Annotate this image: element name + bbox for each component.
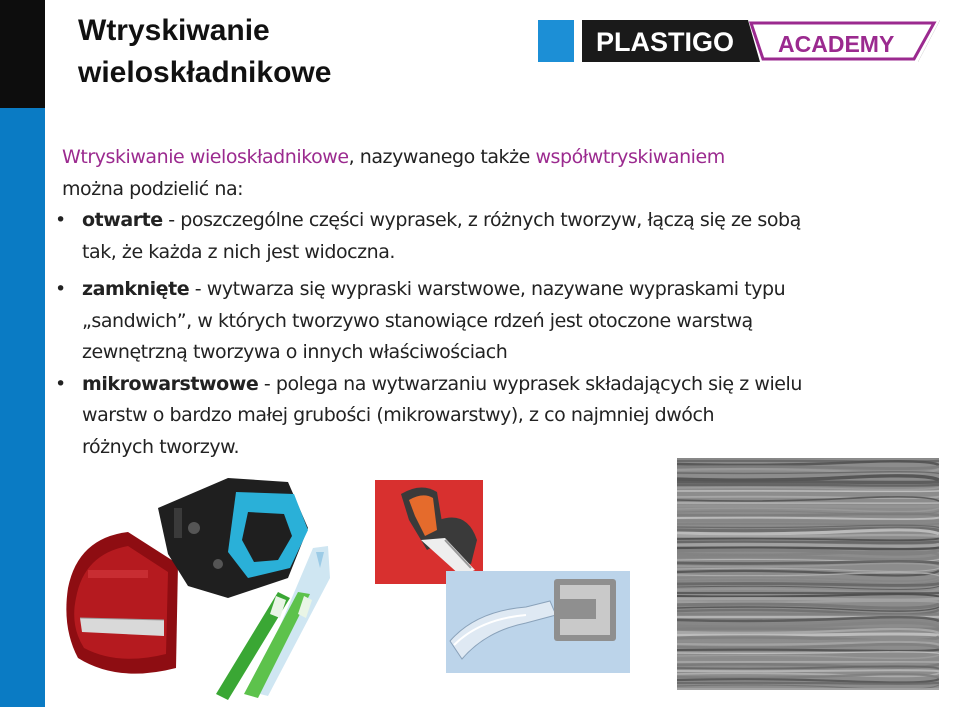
- bullet-closed: [62, 274, 942, 306]
- side-bar-bottom: [0, 108, 45, 707]
- logo-brand-text: PLASTIGO: [596, 27, 735, 57]
- bullet-open-term: otwarte: [82, 209, 163, 231]
- intro-line-1: [62, 142, 942, 174]
- handle-photo: [375, 480, 483, 584]
- bullet-closed-term: zamknięte: [82, 278, 190, 300]
- microlayer-structure-photo: [677, 458, 939, 690]
- bullet-micro: [62, 369, 942, 401]
- bullet-open-text-2: tak, że każda z nich jest widoczna.: [82, 240, 396, 263]
- bullet-closed-text-2: „sandwich”, w których tworzywo stanowiące rdzeń jest otoczone warstwą: [82, 309, 753, 332]
- bullet-closed-text-1: - wytwarza się wypraski warstwowe, nazywane wypraskami typu: [189, 278, 786, 300]
- logo-sub-text: ACADEMY: [778, 31, 895, 57]
- bullet-open-text-1: - poszczególne części wyprasek, z różnych tworzyw, łączą się ze sobą: [162, 209, 801, 231]
- bullet-micro-text-1: - polega na wytwarzaniu wyprasek składających się z wielu: [258, 372, 802, 395]
- slide-title: Wtryskiwanie wieloskładnikowe: [78, 14, 332, 89]
- bullet-micro-text-3: różnych tworzyw.: [82, 435, 240, 458]
- bullet-closed-text-3: zewnętrzną tworzywa o innych właściwościach: [82, 341, 508, 363]
- intro-highlight-2: współwtryskiwaniem: [535, 146, 725, 168]
- slide-body: [62, 142, 942, 463]
- multicomponent-parts-photo: [58, 468, 342, 704]
- intro-text-1: , nazywanego także: [348, 146, 536, 168]
- bullet-open: [62, 205, 942, 237]
- intro-line-2: można podzielić na:: [62, 177, 244, 200]
- profile-section-photo: [446, 571, 630, 673]
- plastigo-academy-logo: [538, 20, 940, 62]
- side-bar-top: [0, 0, 45, 108]
- bullet-micro-term: mikrowarstwowe: [82, 372, 259, 395]
- bullet-micro-text-2: warstw o bardzo małej grubości (mikrowarstwy), z co najmniej dwóch: [82, 404, 715, 426]
- intro-highlight-1: Wtryskiwanie wieloskładnikowe: [62, 146, 349, 168]
